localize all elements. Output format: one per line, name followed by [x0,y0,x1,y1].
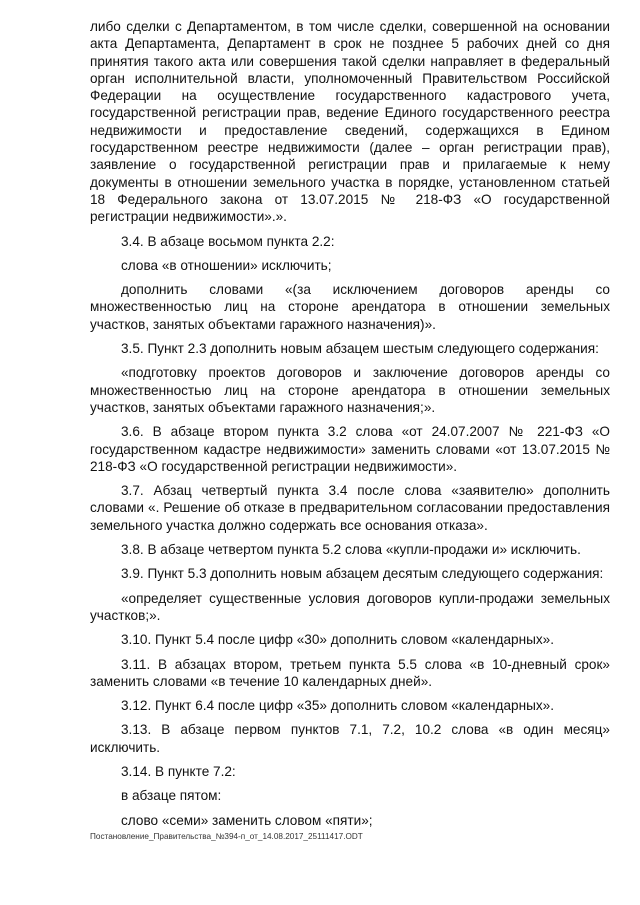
document-paragraph: «подготовку проектов договоров и заключение договоров аренды со множественностью лиц на стороне арендатора в отношении земельных участков, занятых объектами гаражного назначения;». [90,365,610,415]
document-paragraph: в абзаце пятом: [121,788,222,804]
document-paragraph: 3.6. В абзаце втором пункта 3.2 слова «от 24.07.2007 № 221-ФЗ «О государственном кадастре недвижимости» заменить словами «от 13.07.2015 № 218-ФЗ «О государственной регистрации недвижимости». [90,424,610,474]
document-body [90,18,610,836]
document-paragraph: «определяет существенные условия договоров купли-продажи земельных участков;». [90,590,610,623]
document-paragraph: 3.9. Пункт 5.3 дополнить новым абзацем десятым следующего содержания: [121,566,604,582]
document-paragraph: 3.8. В абзаце четвертом пункта 5.2 слова «купли-продажи и» исключить. [121,542,581,558]
document-paragraph: дополнить словами «(за исключением договоров аренды со множественностью лиц на стороне арендатора в отношении земельных участков, занятых объектами гаражного назначения)». [90,282,610,332]
document-paragraph: либо сделки с Департаментом, в том числе сделки, совершенной на основании акта Департамента, Департамент в срок не позднее 5 рабочих дней со дня принятия такого акта или совершения такой сделки направляет в федеральный орган исполнительной власти, уполномоченный Правительством Российской Федерации на осуществление государственного кадастрового учета, государственной регистрации прав, ведение Единого государственного реестра недвижимости и предоставление сведений, содержащихся в Едином государственном реестре недвижимости (далее – орган регистрации прав), заявление о государственной регистрации прав и прилагаемые к нему документы в отношении земельного участка в порядке, установленном статьей 18 Федерального закона от 13.07.2015 № 218-ФЗ «О государственной регистрации недвижимости».». [90,19,610,225]
document-footer-filename: Постановление_Правительства_№394-п_от_14.08.2017_25111417.ODT [90,832,363,841]
document-paragraph: 3.14. В пункте 7.2: [121,763,236,779]
document-paragraph: 3.11. В абзацах втором, третьем пункта 5.5 слова «в 10-дневный срок» заменить словами «в течение 10 календарных дней». [90,656,610,689]
document-paragraph: 3.4. В абзаце восьмом пункта 2.2: [121,233,335,249]
document-paragraph: слова «в отношении» исключить; [121,257,332,273]
document-paragraph: 3.5. Пункт 2.3 дополнить новым абзацем шестым следующего содержания: [121,341,599,357]
document-paragraph: 3.13. В абзаце первом пунктов 7.1, 7.2, 10.2 слова «в один месяц» исключить. [90,722,610,755]
document-paragraph: слово «семи» заменить словом «пяти»; [121,812,373,828]
document-paragraph: 3.10. Пункт 5.4 после цифр «30» дополнить словом «календарных». [121,632,555,648]
document-paragraph: 3.7. Абзац четвертый пункта 3.4 после слова «заявителю» дополнить словами «. Решение об отказе в предварительном согласовании предоставления земельного участка должно содержать все основания отказа». [90,483,610,533]
document-paragraph: 3.12. Пункт 6.4 после цифр «35» дополнить словом «календарных». [121,698,555,714]
